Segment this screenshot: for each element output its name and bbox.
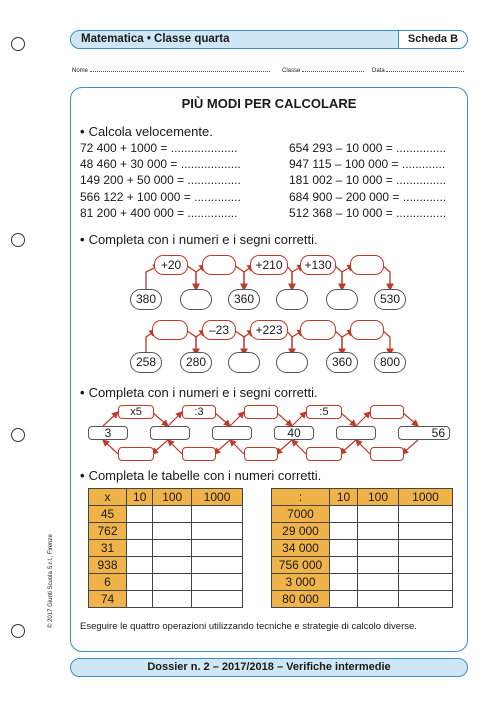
calc-line: 512 368 – 10 000 = ............... [289,205,447,220]
answer-cell[interactable] [127,506,153,523]
answer-cell[interactable] [398,557,452,574]
answer-cell[interactable] [153,523,192,540]
answer-cell[interactable] [127,540,153,557]
table-header-row [89,489,243,506]
table-row [89,523,243,540]
answer-cell[interactable] [192,523,243,540]
operator-box[interactable]: +223 [250,320,288,340]
nome-label: Nome [72,68,89,74]
operator-box[interactable]: –23 [202,320,236,340]
row-value: 80 000 [272,591,330,608]
operator-box[interactable] [202,255,236,275]
answer-cell[interactable] [357,523,398,540]
answer-cell[interactable] [127,557,153,574]
table-row [89,591,243,608]
answer-cell[interactable] [330,540,358,557]
row-value: 45 [89,506,127,523]
answer-cell[interactable] [127,574,153,591]
row-value: 938 [89,557,127,574]
answer-cell[interactable] [127,523,153,540]
multiplication-table [88,488,243,608]
answer-cell[interactable] [330,591,358,608]
table-row [272,574,453,591]
table-row [89,506,243,523]
answer-cell[interactable] [330,523,358,540]
number-oval[interactable]: 360 [326,352,358,373]
section2-title-text: Completa con i numeri e i segni corretti. [88,232,318,247]
scheda-label: Scheda B [398,30,468,49]
copyright-text: © 2017 Giunti Scuola S.r.l., Firenze [48,534,54,628]
number-box[interactable] [150,426,190,440]
answer-cell[interactable] [153,540,192,557]
table-header-cell: 100 [153,489,192,506]
operator-box[interactable] [350,255,384,275]
answer-cell[interactable] [357,540,398,557]
page-title: PIÙ MODI PER CALCOLARE [181,96,357,111]
row-value: 3 000 [272,574,330,591]
calc-line: 181 002 – 10 000 = ............... [289,173,447,188]
bullet-icon: • [80,124,85,139]
calc-line: 72 400 + 1000 = .................... [80,141,238,155]
table-row [89,574,243,591]
answer-cell[interactable] [153,557,192,574]
number-box[interactable]: 56 [398,426,450,440]
answer-cell[interactable] [192,540,243,557]
number-oval[interactable]: 258 [130,352,162,373]
answer-cell[interactable] [330,574,358,591]
number-oval[interactable] [276,352,308,373]
operator-box[interactable]: x5 [118,405,154,419]
table-row [272,523,453,540]
operator-box-bottom[interactable] [182,447,216,461]
calc-line: 654 293 – 10 000 = ............... [289,141,447,155]
answer-cell[interactable] [330,557,358,574]
row-value: 6 [89,574,127,591]
number-oval[interactable] [228,352,260,373]
answer-cell[interactable] [357,557,398,574]
row-value: 29 000 [272,523,330,540]
objective-note: Eseguire le quattro operazioni utilizzando tecniche e strategie di calcolo diverse. [80,621,417,632]
answer-cell[interactable] [127,591,153,608]
bullet-icon: • [80,232,85,247]
number-box[interactable]: 40 [274,426,314,440]
table-row [89,540,243,557]
table-header-cell: 10 [127,489,153,506]
number-oval[interactable]: 280 [180,352,212,373]
operator-box[interactable] [350,320,384,340]
number-oval[interactable] [326,289,358,310]
section4-title [80,468,321,483]
number-oval[interactable] [180,289,212,310]
operator-box[interactable] [152,320,188,340]
row-value: 74 [89,591,127,608]
answer-cell[interactable] [357,506,398,523]
answer-cell[interactable] [153,591,192,608]
number-oval[interactable]: 360 [228,289,260,310]
calc-line: 149 200 + 50 000 = ................ [80,173,241,188]
operator-box[interactable]: +210 [250,255,288,275]
operator-box-bottom[interactable] [244,447,278,461]
calc-line: 566 122 + 100 000 = .............. [80,189,241,204]
operator-box[interactable]: +130 [300,255,336,275]
table-header-cell: 10 [330,489,358,506]
calc-line: 947 115 – 100 000 = ............. [289,157,446,172]
bullet-icon: • [80,385,85,400]
table-row [272,557,453,574]
answer-cell[interactable] [357,591,398,608]
number-oval[interactable]: 800 [374,352,406,373]
table-header-cell: 100 [357,489,398,506]
footer-bar: Dossier n. 2 – 2017/2018 – Verifiche intermedie [70,658,468,677]
answer-cell[interactable] [398,591,452,608]
operator-box-bottom[interactable] [370,447,404,461]
table-header-row [272,489,453,506]
section3-title-text: Completa con i numeri e i segni corretti. [88,385,318,400]
table-row [89,557,243,574]
answer-cell[interactable] [357,574,398,591]
answer-cell[interactable] [398,506,452,523]
header-title: Matematica • Classe quarta [81,33,230,45]
number-box[interactable] [336,426,376,440]
table-row [272,591,453,608]
answer-cell[interactable] [192,557,243,574]
classe-label: Classe [282,68,301,74]
table-row [272,540,453,557]
row-value: 7000 [272,506,330,523]
operator-box-bottom[interactable] [306,447,342,461]
division-table [271,488,453,608]
table-header-cell: 1000 [192,489,243,506]
row-value: 756 000 [272,557,330,574]
answer-cell[interactable] [398,574,452,591]
operator-box[interactable] [370,405,404,419]
answer-cell[interactable] [153,574,192,591]
section4-title-text: Completa le tabelle con i numeri corretti. [88,468,322,483]
bullet-icon: • [80,468,85,483]
number-box[interactable] [212,426,252,440]
operator-box[interactable] [244,405,278,419]
table-row [272,506,453,523]
section1-title-text: Calcola velocemente. [88,124,213,139]
answer-cell[interactable] [192,591,243,608]
calc-line: 684 900 – 200 000 = ............. [289,189,447,204]
data-label: Data [372,68,385,74]
operator-box[interactable] [300,320,336,340]
number-box[interactable]: 3 [88,426,128,440]
table-header-cell: x [89,489,127,506]
row-value: 762 [89,523,127,540]
table-header-cell: 1000 [398,489,452,506]
operator-box[interactable]: :5 [306,405,342,419]
answer-cell[interactable] [192,574,243,591]
answer-cell[interactable] [398,523,452,540]
answer-cell[interactable] [330,506,358,523]
calc-line: 48 460 + 30 000 = .................. [80,157,241,172]
calc-line: 81 200 + 400 000 = ............... [80,205,238,220]
number-oval[interactable] [276,289,308,310]
answer-cell[interactable] [153,506,192,523]
answer-cell[interactable] [398,540,452,557]
operator-box[interactable]: +20 [154,255,188,275]
number-oval[interactable]: 530 [374,289,406,310]
operator-box-bottom[interactable] [118,447,154,461]
operator-box[interactable]: :3 [182,405,216,419]
row-value: 34 000 [272,540,330,557]
section3-title [80,385,318,400]
row-value: 31 [89,540,127,557]
answer-cell[interactable] [192,506,243,523]
table-header-cell: : [272,489,330,506]
number-oval[interactable]: 380 [130,289,162,310]
